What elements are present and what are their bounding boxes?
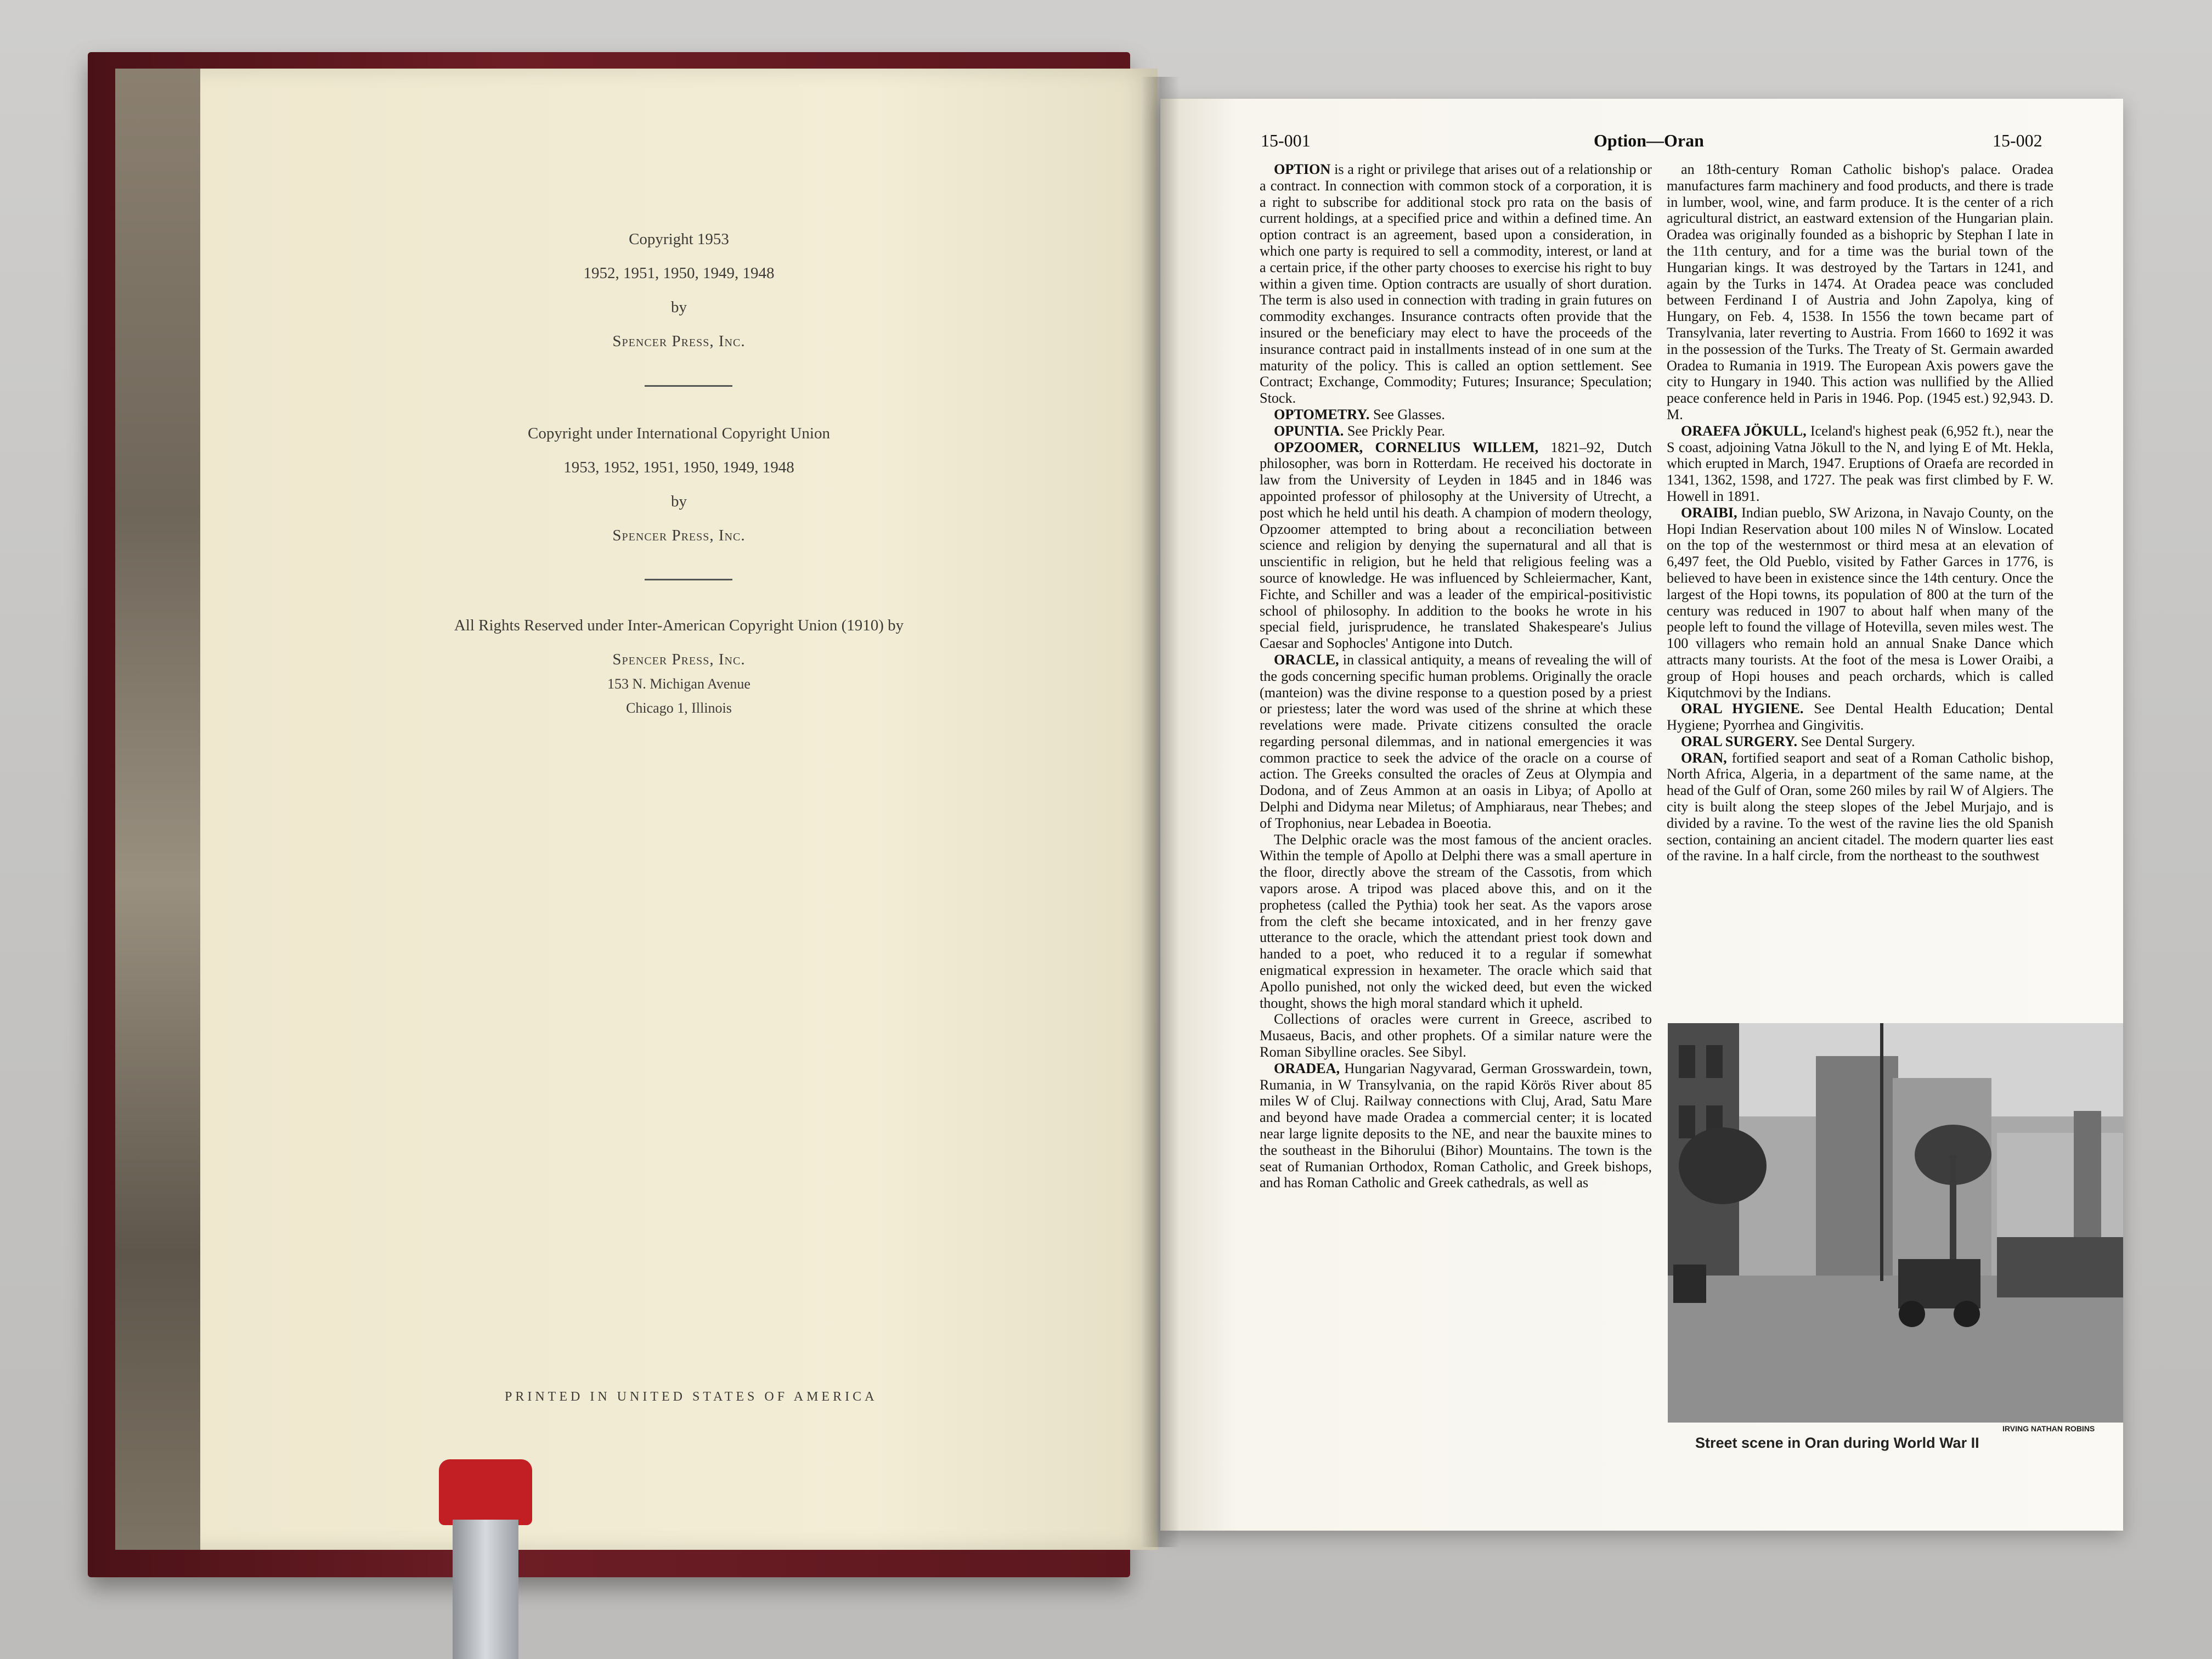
copyright-years-1: 1952, 1951, 1950, 1949, 1948 [583, 264, 775, 282]
entry-text: in classical antiquity, a means of revealing the will of the gods concerning specific human problems. Originally the oracle (manteion) was the divine response to a question posed by a priest or priestess; later the word was used of the shrine at which these revelations were made. Private citizens consulted the oracle regarding personal dilemmas, and in national emergencies it was common practice to seek the advice of the oracle on a course of action. The Greeks consulted the oracles of Zeus at Olympia and Dodona, and of Zeus Ammon at an oasis in Libya; of Apollo at Delphi and Didyma near Miletus; of Amphiaraus, near Thebes; and of Trophonius, near Lebadea in Boeotia. [1260, 651, 1652, 831]
entry-heading: ORAIBI, [1681, 504, 1737, 521]
copyright-years-2: 1953, 1952, 1951, 1950, 1949, 1948 [563, 459, 794, 476]
entry-heading: OPTION [1274, 161, 1331, 177]
book-gutter [1141, 77, 1180, 1547]
intl-copyright: Copyright under International Copyright Union [528, 425, 830, 442]
entry-heading: OPUNTIA. [1274, 422, 1344, 439]
page-title: Option—Oran [1594, 131, 1704, 150]
entry-text: Hungarian Nagyvarad, German Grosswardein, town, Rumania, in W Transylvania, on the rapid Körös River about 85 miles W of Cluj. Railway connections with Cluj, Arad, Satu Mare and beyond have made Oradea a commercial center; it is located near large lignite deposits to the NE, and near the bauxite mines to the southeast in the Bihorului (Bihor) Mountains. The town is the seat of Rumanian Orthodox, Roman Catholic, and Greek bishops, and has Roman Catholic and Greek cathedrals, as well as [1260, 1060, 1652, 1191]
article-paragraph [1667, 161, 2053, 423]
divider-2 [645, 579, 732, 580]
entry-heading: ORAEFA JÖKULL, [1681, 422, 1807, 439]
entry-heading: ORACLE, [1274, 651, 1339, 668]
endpaper-illustration [115, 69, 203, 1550]
article-paragraph [1667, 701, 2053, 733]
entry-text: The Delphic oracle was the most famous of the ancient oracles. Within the temple of Apollo at Delphi there was a small aperture in the floor, directly above the stream of the Cassotis, from which vapors arose. A tripod was placed above this, and on it the prophetess (called the Pythia) took her seat. As the vapors arose from the cleft she became intoxicated, and in her frenzy gave utterance to the oracle, which the attendant priest took down and handed to a poet, who reduced it to a regular if somewhat enigmatical expression in hexameter. The oracle which said that Apollo punished, not only the wicked deed, but even the wicked thought, shows the high moral standard which it upheld. [1260, 831, 1652, 1011]
publisher-3: Spencer Press, Inc. [612, 651, 746, 668]
publisher-2: Spencer Press, Inc. [612, 527, 746, 544]
entry-text: Indian pueblo, SW Arizona, in Navajo County, on the Hopi Indian Reservation about 100 miles N of Winslow. Located on the top of the westernmost or third mesa at an elevation of 6,497 feet, the Old Pueblo, visited by Father Garces in 1776, is believed to have been in existence since the 14th century. Once the largest of the Hopi towns, its population of 800 at the turn of the century was reduced in 1907 to about half when many of the people left to found the village of Hotevilla, seven miles west. The 100 villagers who remain hold an annual Snake Dance which attracts many tourists. At the foot of the mesa is Lower Oraibi, a group of Hopi houses and peach orchards, which is called Kiqutchmovi by the Indians. [1667, 504, 2053, 701]
entry-text: an 18th-century Roman Catholic bishop's palace. Oradea manufactures farm machinery and food products, and there is trade in lumber, wool, wine, and farm produce. It is the center of a rich agricultural district, an eastward extension of the Hungarian plain. Oradea was originally founded as a bishopric by Stephan I late in the 11th century, and for a time was the burial town of the Hungarian kings. It was destroyed by the Tartars in 1241, and again by the Turks in 1474. At Oradea peace was concluded between Ferdinand I of Austria and John Zapolya, king of Hungary, on Feb. 4, 1538. In 1556 the town became part of Transylvania, later reverting to Austria. From 1660 to 1692 it was in the possession of the Turks. The Treaty of St. Germain awarded Oradea to Rumania in 1919. The European Axis powers gave the city to Hungary in 1940. This action was nullified by the Allied peace conference held in Paris in 1946. Pop. (1945 est.) 92,943. D. M. [1667, 161, 2053, 422]
article-paragraph [1667, 750, 2053, 865]
entry-text: See Dental Health Education; Dental Hygiene; Pyorrhea and Gingivitis. [1667, 701, 2053, 733]
page-number-left: 15-001 [1261, 131, 1311, 150]
entry-text: is a right or privilege that arises out of a relationship or a contract. In connection with common stock of a corporation, it is a right to subscribe for additional stock pro rata on the basis of current holdings, at a specified price and within a defined time. An option contract is an agreement, based upon a consideration, in which one party is required to sell a commodity, interest, or land at a certain price, if the other party chooses to exercise his right to buy within a given time. Option contracts are usually of short duration. The term is also used in connection with trading in grain futures on commodity exchanges. Insurance contracts often provide that the insured or the beneficiary may elect to have the proceeds of the insurance contract paid in installments instead of in one sum at the maturity of the policy. This is called an option settlement. See Contract; Exchange, Commodity; Futures; Insurance; Speculation; Stock. [1260, 161, 1652, 407]
entry-heading: ORAN, [1681, 749, 1727, 766]
article-paragraph [1260, 652, 1652, 832]
entry-text: See Prickly Pear. [1344, 422, 1446, 439]
by-1: by [671, 298, 687, 316]
copyright-line: Copyright 1953 [629, 230, 729, 248]
rights-reserved: All Rights Reserved under Inter-American Copyright Union (1910) by [454, 617, 904, 634]
entry-heading: ORADEA, [1274, 1060, 1340, 1076]
entry-text: See Dental Surgery. [1797, 733, 1915, 749]
entry-heading: OPZOOMER, CORNELIUS WILLEM, [1274, 439, 1539, 455]
article-paragraph [1260, 407, 1652, 423]
printed-in-usa: PRINTED IN UNITED STATES OF AMERICA [505, 1390, 878, 1404]
address-line-2: Chicago 1, Illinois [626, 700, 732, 716]
entry-text: fortified seaport and seat of a Roman Catholic bishop, North Africa, Algeria, in a department of the same name, at the head of the Gulf of Oran, some 260 miles by rail W of Algiers. The city is built along the steep slopes of the Jebel Murjajo, and is divided by a ravine. To the west of the ravine lies the old Spanish section, containing an ancient citadel. The modern quarter lies east of the ravine. In a half circle, from the northeast to the southwest [1667, 749, 2053, 864]
article-paragraph [1260, 832, 1652, 1012]
photo-credit: IRVING NATHAN ROBINS [2002, 1424, 2095, 1433]
photo-caption: Street scene in Oran during World War II [1695, 1435, 1979, 1451]
article-paragraph [1667, 505, 2053, 701]
article-paragraph [1260, 1011, 1652, 1060]
clip-red-cap [439, 1459, 532, 1525]
entry-text: Collections of oracles were current in Greece, ascribed to Musaeus, Bacis, and other prophets. Of a similar nature were the Roman Sibylline oracles. See Sibyl. [1260, 1011, 1652, 1060]
street-scene-photo [1668, 1023, 2123, 1423]
article-paragraph [1667, 733, 2053, 750]
entry-text: See Glasses. [1369, 406, 1445, 422]
text-column-1 [1260, 161, 1652, 1467]
article-paragraph [1260, 439, 1652, 652]
clip-metal-arm [453, 1520, 518, 1659]
publisher-1: Spencer Press, Inc. [612, 332, 746, 350]
left-page [200, 69, 1158, 1550]
article-paragraph [1260, 1060, 1652, 1191]
entry-heading: ORAL HYGIENE. [1681, 701, 1804, 717]
article-paragraph [1260, 423, 1652, 439]
divider-1 [645, 385, 732, 387]
article-paragraph [1667, 423, 2053, 505]
address-line-1: 153 N. Michigan Avenue [607, 676, 751, 692]
page-clip [439, 1459, 532, 1659]
entry-heading: OPTOMETRY. [1274, 406, 1370, 422]
entry-heading: ORAL SURGERY. [1681, 733, 1798, 749]
entry-text: Iceland's highest peak (6,952 ft.), near the S coast, adjoining Vatna Jökull to the N, and lying E of Mt. Hekla, which erupted in March, 1947. Eruptions of Oraefa are recorded in 1341, 1362, 1598, and 1727. The peak was first climbed by F. W. Howell in 1891. [1667, 422, 2054, 504]
by-2: by [671, 493, 687, 510]
text-column-2 [1667, 161, 2053, 1017]
entry-text: 1821–92, Dutch philosopher, was born in Rotterdam. He received his doctorate in law from the University of Leyden in 1845 and in 1846 was appointed professor of philosophy at the University of Utrecht, a post which he held until his death. A champion of modern theology, Opzoomer attempted to bring about a reconciliation between science and religion by denying the supernatural and all that is unscientific in religion, but he held that religious feeling was a source of knowledge. He was influenced by Schleiermacher, Kant, Fichte, and Schiller and was a leader of the empirical-positivistic school of philosophy. In addition to the books he wrote in his special field, jurisprudence, he translated Shakespeare's Julius Caesar and Sophocles' Antigone into Dutch. [1260, 439, 1652, 652]
page-number-right: 15-002 [1993, 131, 2042, 150]
article-paragraph [1260, 161, 1652, 407]
